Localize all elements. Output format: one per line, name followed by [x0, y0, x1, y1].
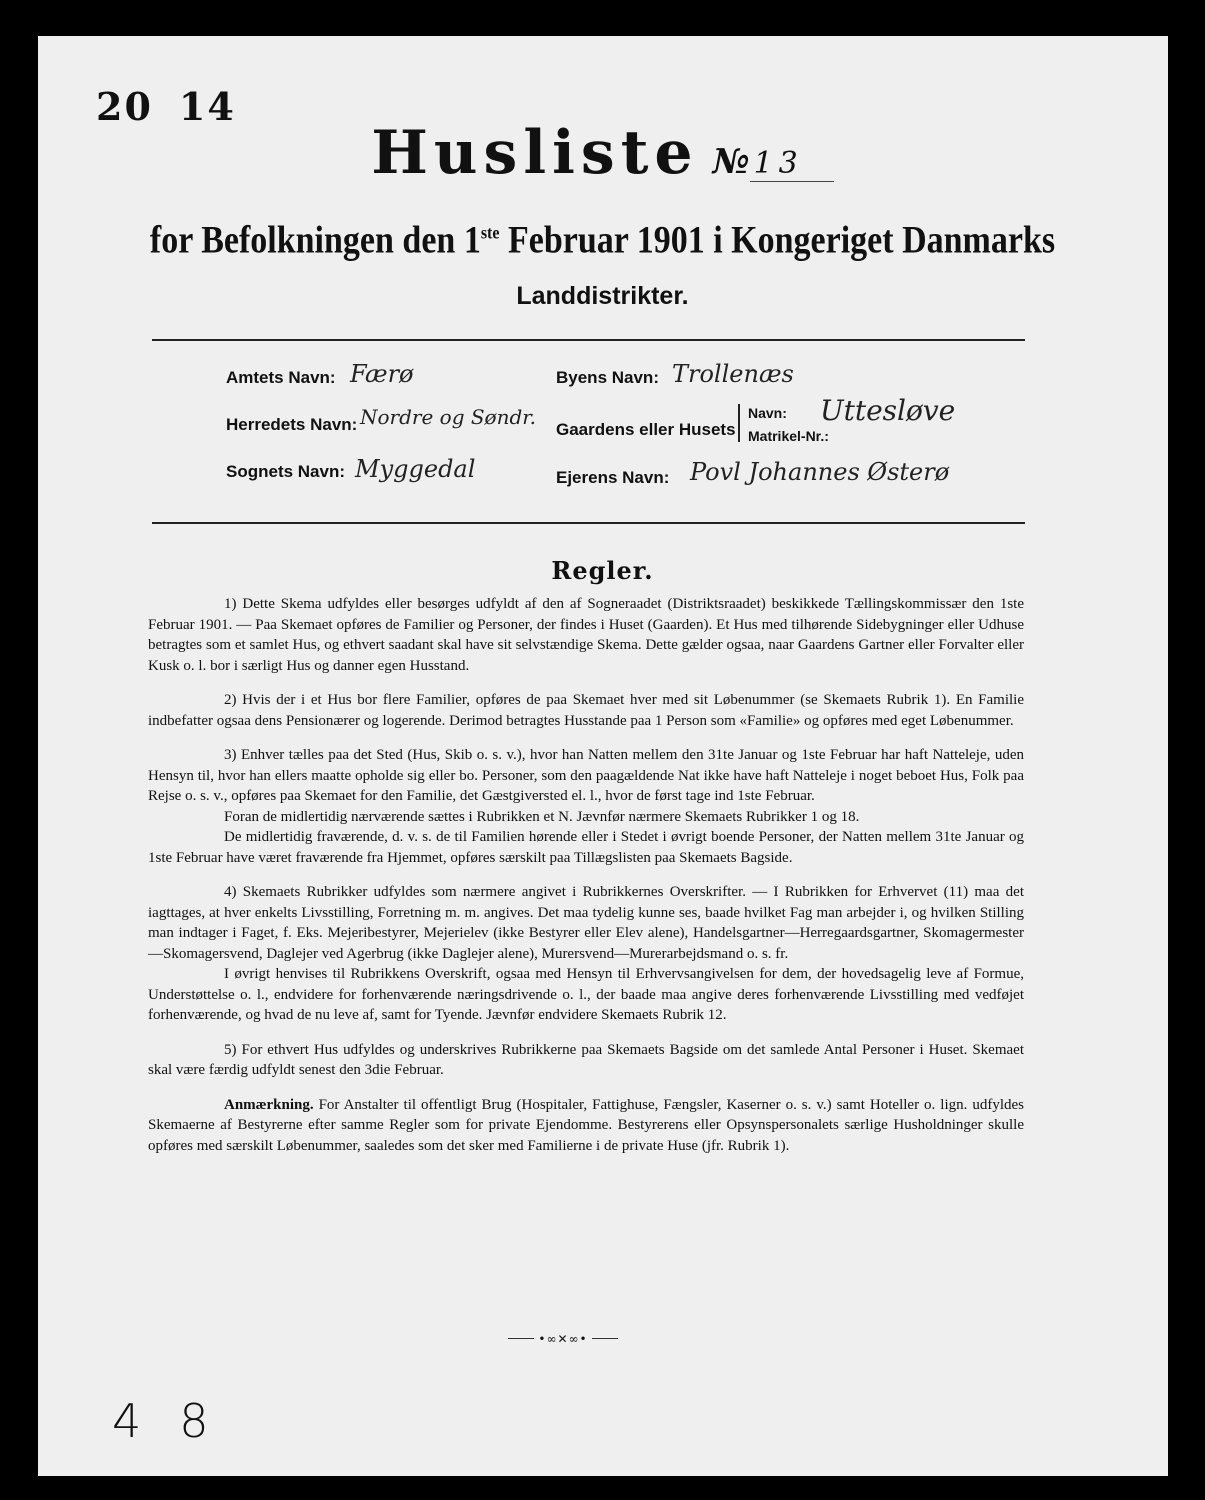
bottom-divider	[152, 522, 1025, 524]
top-divider	[152, 339, 1025, 341]
matrikel-label: Matrikel-Nr.:	[748, 428, 829, 444]
gaard-brace	[738, 404, 740, 442]
title-text: Husliste	[371, 118, 699, 188]
rule-5: 5) For ethvert Hus udfyldes og underskrives Rubrikkerne paa Skemaets Bagside om det samlede Antal Personer i Huset. Skemaet skal være færdig udfyldt senest den 3die Februar.	[148, 1041, 1024, 1078]
stamp-right: 14	[178, 84, 236, 129]
subtitle-pre: for Befolkningen den 1	[149, 219, 481, 262]
title-block	[0, 118, 1205, 188]
document-title	[371, 118, 834, 188]
rule-3-foran: Foran de midlertidig nærværende sættes i Rubrikken et N. Jævnfør nærmere Skemaets Rubrikker 1 og 18.	[224, 808, 860, 825]
hand-number-right: 8	[179, 1394, 209, 1448]
sogn-label: Sognets Navn:	[226, 462, 346, 481]
navn-label: Navn:	[748, 405, 787, 421]
by-label: Byens Navn:	[556, 368, 659, 387]
rules-body	[148, 594, 1024, 1170]
navn-value: Uttesløve	[820, 394, 956, 427]
subtitle	[0, 219, 1205, 263]
rule-1: 1) Dette Skema udfyldes eller besørges udfyldt af den af Sogneraadet (Distriktsraadet) beskikkede Tællingskommissær den 1ste Februar 1901. — Paa Skemaet opføres de Familier og Personer, der findes i Huset (Gaarden). Et Hus med tilhørende Sidebygninger eller Udhuse betragtes som et samlet Hus, og ethvert saadant skal have sit selvstændige Skema. Dette gælder ogsaa, naar Gaardens Gartner eller Forvalter eller Kusk o. l. bor i særligt Hus og danner egen Husstand.	[148, 596, 1024, 674]
number-value: 13	[750, 146, 834, 182]
annotation-label: Anmærkning.	[224, 1096, 314, 1113]
subtitle-post: Februar 1901 i Kongeriget Danmarks	[499, 219, 1056, 262]
amt-value: Færø	[350, 360, 414, 388]
amt-label: Amtets Navn:	[226, 368, 336, 387]
rule-2: 2) Hvis der i et Hus bor flere Familier, opføres de paa Skemaet hver med sit Løbenummer (se Skemaets Rubrik 1). En Familie indbefatter ogsaa dens Pensionærer og logerende. Derimod betragtes Husstande paa 1 Person som «Familie» og opføres med eget Løbenummer.	[148, 692, 1024, 729]
hand-number-left: 4	[112, 1394, 142, 1448]
subtitle-sup: ste	[480, 223, 500, 243]
handwritten-numbers	[112, 1394, 247, 1448]
ornament-glyphs: •∞✕∞•	[534, 1332, 591, 1346]
rule-3: 3) Enhver tælles paa det Sted (Hus, Skib o. s. v.), hvor han Natten mellem den 31te Januar og 1ste Februar har haft Natteleje, uden Hensyn til, hvor han ellers maatte opholde sig eller bo. Personer, som den paagældende Nat ikke have haft Natteleje i noget beboet Hus, Folk paa Rejse o. s. v., opføres paa Skemaet for den Familie, det Gæstgiversted el. l., hvor de først tage ind 1ste Februar.	[148, 747, 1024, 804]
ejer-value: Povl Johannes Østerø	[690, 458, 950, 486]
district-heading: Landdistrikter.	[516, 282, 689, 310]
rules-heading: Regler.	[551, 556, 654, 585]
rule-4: 4) Skemaets Rubrikker udfyldes som nærmere angivet i Rubrikkernes Overskrifter. — I Rubrikken for Erhvervet (11) maa det iagttages, at hver enkelts Livsstilling, Forretning m. m. angives. Det maa tydelig kunne ses, baade hvilket Fag man arbejder i, og hvilken Stilling man indtager i Faget, f. Eks. Mejeribestyrer, Mejerielev (ikke Bestyrer eller Elev alene), Handelsgartner—Herregaardsgartner, Skomagermester—Skomagersvend, Daglejer ved Agerbrug (ikke Daglejer alene), Murersvend—Murerarbejdsmand o. s. fr.	[148, 884, 1024, 962]
number-label: №	[712, 142, 750, 182]
herred-label: Herredets Navn:	[226, 415, 358, 434]
stamp-left: 20	[96, 84, 153, 129]
rule-4-overskrift: I øvrigt henvises til Rubrikkens Overskrift, ogsaa med Hensyn til Erhvervsangivelsen for dem, der hovedsagelig leve af Formue, Understøttelse o. l., endvidere for forhenværende næringsdrivende o. l., der baade maa angive deres forhenværende Livsstilling med vedføjet forhenværende, og hvad de nu leve af, samt for Tyende. Jævnfør endvidere Skemaets Rubrik 12.	[148, 966, 1024, 1023]
annotation	[148, 1095, 1024, 1157]
herred-value: Nordre og Søndr.	[360, 405, 537, 429]
annotation-text: For Anstalter til offentligt Brug (Hospitaler, Fattighuse, Fængsler, Kaserner o. s. v.) samt Hoteller o. lign. udfyldes Skemaerne af Bestyrerne efter samme Regler som for private Ejendomme. Bestyrerens eller Opsynspersonalets særlige Husholdninger skulle opføres med særskilt Løbenummer, saaledes som det sker med Familierne i de private Huse (jfr. Rubrik 1).	[148, 1096, 1024, 1154]
rule-3-fravaerende: De midlertidig fraværende, d. v. s. de til Familien hørende eller i Stedet i øvrigt boende Personer, der Natten mellem 31te Januar og 1ste Februar have været fraværende fra Hjemmet, opføres særskilt paa Tillægslisten paa Skemaets Bagside.	[148, 829, 1024, 866]
gaard-label: Gaardens eller Husets	[556, 420, 736, 439]
ornament-divider	[508, 1332, 618, 1346]
sogn-value: Myggedal	[355, 455, 476, 483]
by-value: Trollenæs	[672, 360, 794, 388]
ejer-label: Ejerens Navn:	[556, 468, 670, 487]
